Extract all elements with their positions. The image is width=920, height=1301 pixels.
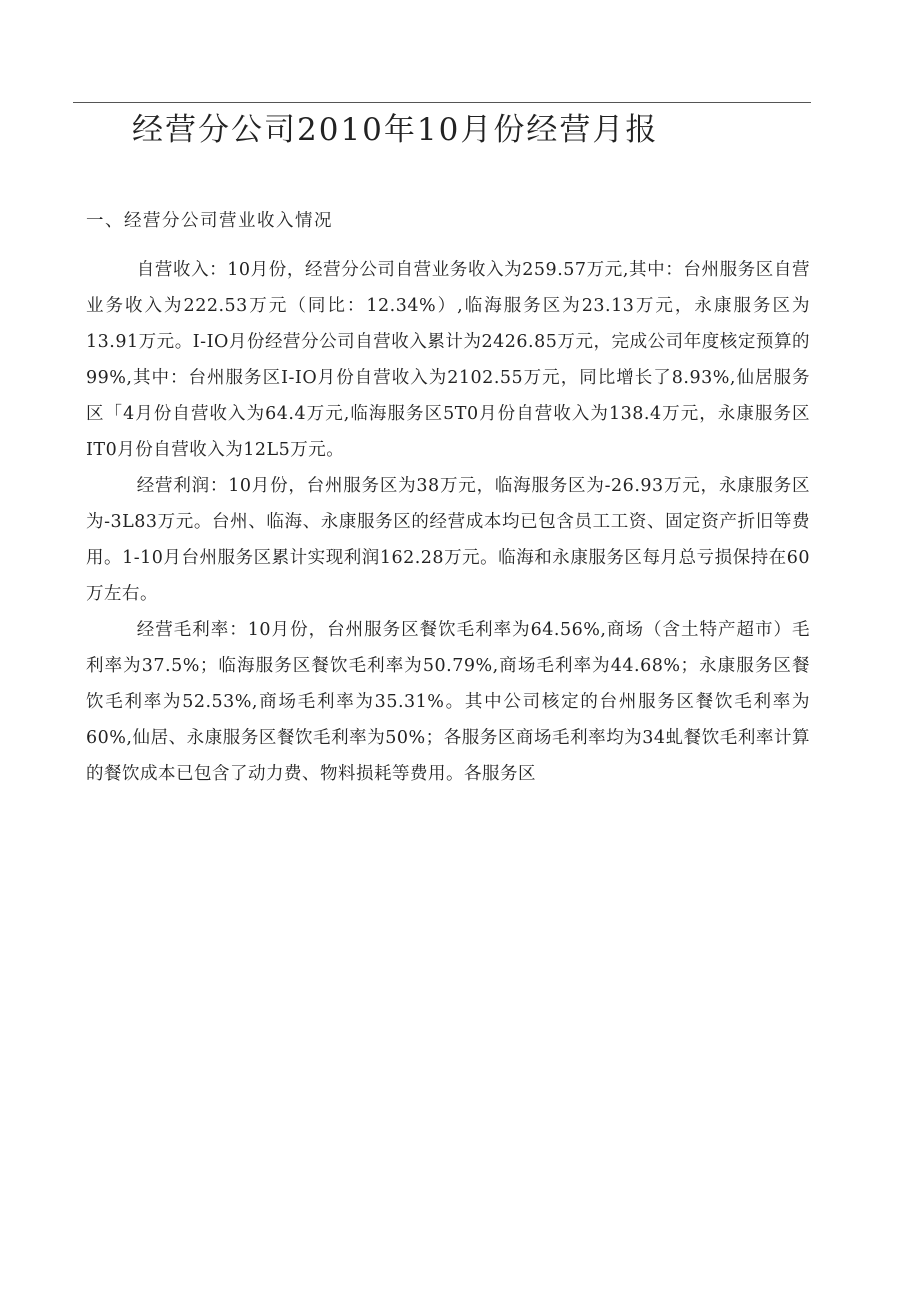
- section-heading-revenue: 一、经营分公司营业收入情况: [86, 211, 333, 231]
- report-title: 经营分公司2010年10月份经营月报: [132, 112, 659, 148]
- report-body: [86, 252, 810, 792]
- header-rule: [73, 102, 811, 103]
- paragraph-gross-margin: 经营毛利率：10月份，台州服务区餐饮毛利率为64.56%,商场（含土特产超市）毛利率为37.5%；临海服务区餐饮毛利率为50.79%,商场毛利率为44.68%；永康服务区餐饮毛利率为52.53%,商场毛利率为35.31%。其中公司核定的台州服务区餐饮毛利率为60%,仙居、永康服务区餐饮毛利率为50%；各服务区商场毛利率均为34虬餐饮毛利率计算的餐饮成本已包含了动力费、物料损耗等费用。各服务区: [86, 620, 810, 784]
- paragraph-self-operated-revenue: 自营收入：10月份，经营分公司自营业务收入为259.57万元,其中：台州服务区自营业务收入为222.53万元（同比：12.34%）,临海服务区为23.13万元，永康服务区为13.91万元。I-IO月份经营分公司自营收入累计为2426.85万元，完成公司年度核定预算的99%,其中：台州服务区I-IO月份自营收入为2102.55万元，同比增长了8.93%,仙居服务区「4月份自营收入为64.4万元,临海服务区5T0月份自营收入为138.4万元，永康服务区IT0月份自营收入为12L5万元。: [86, 260, 810, 460]
- paragraph-operating-profit: 经营利润：10月份，台州服务区为38万元，临海服务区为-26.93万元，永康服务区为-3L83万元。台州、临海、永康服务区的经营成本均已包含员工工资、固定资产折旧等费用。1-10月台州服务区累计实现利润162.28万元。临海和永康服务区每月总亏损保持在60万左右。: [86, 476, 810, 604]
